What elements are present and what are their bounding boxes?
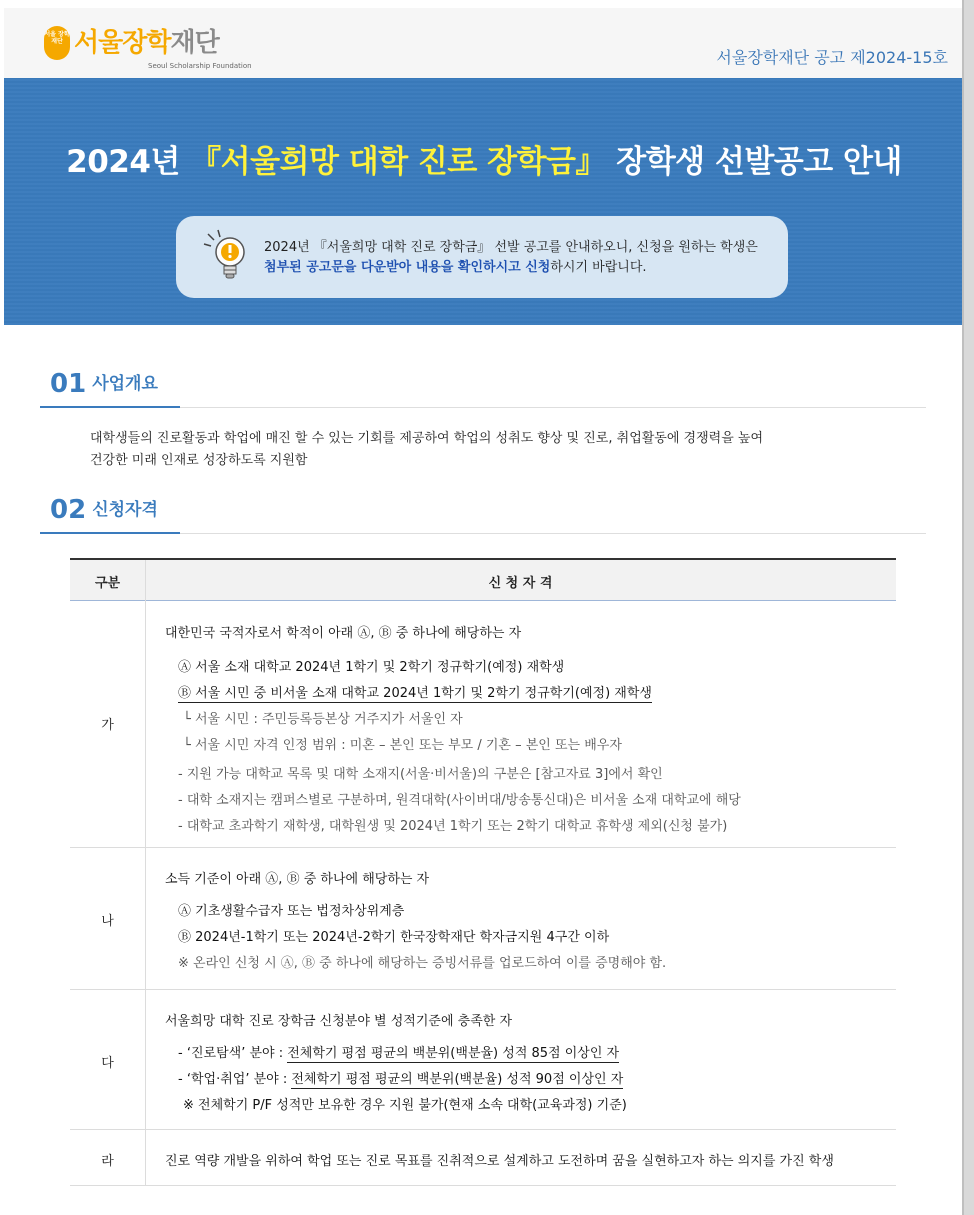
row-text: Ⓐ 서울 소재 대학교 2024년 1학기 및 2학기 정규학기(예정) 재학생	[178, 660, 565, 675]
bubble-line-2-highlight: 첨부된 공고문을 다운받아 내용을 확인하시고 신청	[264, 260, 551, 275]
logo-mark-text: 서울 장학 재단	[44, 31, 70, 45]
section-01-accent	[40, 406, 180, 408]
row-text: Ⓐ 기초생활수급자 또는 법정차상위계층	[178, 904, 405, 919]
row-text: - 대학 소재지는 캠퍼스별로 구분하며, 원격대학(사이버대/방송통신대)은 비서울 소재 대학교에 해당	[178, 793, 741, 808]
logo-main: 서울장학	[74, 28, 171, 58]
section-02-heading	[50, 495, 158, 525]
table-row	[70, 1130, 896, 1186]
row-text-underlined: 전체학기 평점 평균의 백분위(백분율) 성적 90점 이상인 자	[291, 1072, 624, 1087]
table-row	[70, 848, 896, 990]
table-header-eligibility: 신 청 자 격	[488, 576, 553, 591]
row-text: ※ 온라인 신청 시 Ⓐ, Ⓑ 중 하나에 해당하는 증빙서류를 업로드하여 이를 증명해야 함.	[178, 956, 667, 971]
lightbulb-icon	[200, 228, 250, 284]
overview-line-2: 건강한 미래 인재로 성장하도록 지원함	[90, 453, 308, 468]
row-text: ※ 전체학기 P/F 성적만 보유한 경우 지원 불가(현재 소속 대학(교육과정) 기준)	[183, 1098, 627, 1113]
bubble-line-1: 2024년 『서울희망 대학 진로 장학금』 선발 공고를 안내하오니, 신청을 원하는 학생은	[264, 240, 758, 255]
row-text: 대한민국 국적자로서 학적이 아래 Ⓐ, Ⓑ 중 하나에 해당하는 자	[165, 626, 522, 641]
logo-mark-icon	[44, 26, 70, 60]
row-text	[178, 1042, 619, 1061]
section-01-divider	[40, 407, 926, 408]
banner-title	[4, 136, 964, 181]
row-text: └ 서울 시민 자격 인정 범위 : 미혼 – 본인 또는 부모 / 기혼 – 본인 또는 배우자	[183, 738, 622, 753]
banner-title-pre: 2024년	[66, 144, 191, 180]
info-bubble	[176, 216, 788, 298]
row-label: 라	[101, 1154, 114, 1169]
table-header	[70, 560, 896, 601]
row-text-underlined: Ⓑ 서울 시민 중 비서울 소재 대학교 2024년 1학기 및 2학기 정규학기(예정) 재학생	[178, 686, 652, 701]
section-01-heading	[50, 369, 158, 399]
overview-line-1: 대학생들의 진로활동과 학업에 매진 할 수 있는 기회를 제공하여 학업의 성취도 향상 및 진로, 취업활동에 경쟁력을 높여	[90, 431, 764, 446]
table-row	[70, 602, 896, 848]
row-label: 나	[101, 914, 114, 929]
row-label: 가	[101, 718, 114, 733]
row-text: Ⓑ 2024년-1학기 또는 2024년-2학기 한국장학재단 학자금지원 4구간 이하	[178, 930, 610, 945]
section-02-accent	[40, 532, 180, 534]
logo-subtitle: Seoul Scholarship Foundation	[148, 62, 252, 70]
row-text	[178, 682, 652, 701]
section-01-number: 01	[50, 369, 87, 399]
logo-grey: 재단	[170, 28, 219, 58]
page-edge	[964, 0, 974, 1215]
row-text-label: - ‘학업·취업’ 분야 :	[178, 1072, 292, 1087]
section-02-title: 신청자격	[92, 500, 158, 520]
logo-wordmark	[74, 22, 219, 59]
banner	[4, 78, 964, 325]
banner-title-post: 장학생 선발공고 안내	[605, 144, 902, 180]
section-01-body	[90, 428, 763, 472]
bubble-line-2	[264, 258, 758, 278]
section-02-number: 02	[50, 495, 87, 525]
banner-title-highlight: 『서울희망 대학 진로 장학금』	[190, 144, 606, 180]
row-text: 진로 역량 개발을 위하여 학업 또는 진로 목표를 진취적으로 설계하고 도전하며 꿈을 실현하고자 하는 의지를 가진 학생	[165, 1154, 834, 1169]
row-text: - 대학교 초과학기 재학생, 대학원생 및 2024년 1학기 또는 2학기 대학교 휴학생 제외(신청 불가)	[178, 819, 728, 834]
row-text: - 지원 가능 대학교 목록 및 대학 소재지(서울·비서울)의 구분은 [참고자료 3]에서 확인	[178, 767, 663, 782]
section-02-divider	[40, 533, 926, 534]
bubble-text	[264, 238, 758, 278]
row-label: 다	[101, 1056, 114, 1071]
header	[4, 8, 964, 78]
row-text: └ 서울 시민 : 주민등록등본상 거주지가 서울인 자	[183, 712, 463, 727]
row-text-underlined: 전체학기 평점 평균의 백분위(백분율) 성적 85점 이상인 자	[287, 1046, 620, 1061]
row-text: 소득 기준이 아래 Ⓐ, Ⓑ 중 하나에 해당하는 자	[165, 872, 430, 887]
table-header-category: 구분	[94, 576, 121, 591]
bubble-line-2-rest: 하시기 바랍니다.	[550, 260, 647, 275]
section-01-title: 사업개요	[92, 374, 158, 394]
row-text-label: - ‘진로탐색’ 분야 :	[178, 1046, 288, 1061]
foundation-logo[interactable]	[44, 22, 252, 72]
row-text	[178, 1068, 623, 1087]
notice-number: 서울장학재단 공고 제2024-15호	[716, 48, 948, 67]
table-row	[70, 990, 896, 1130]
row-text: 서울희망 대학 진로 장학금 신청분야 별 성적기준에 충족한 자	[165, 1014, 513, 1029]
